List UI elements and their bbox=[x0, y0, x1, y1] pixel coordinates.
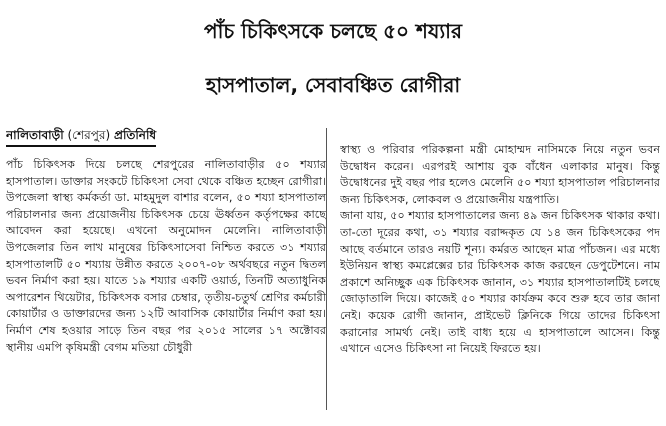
headline-line-2: হাসপাতাল, সেবাবঞ্চিত রোগীরা bbox=[205, 73, 461, 97]
article-headline bbox=[0, 4, 666, 112]
byline-role: প্রতিনিধি bbox=[113, 128, 157, 142]
right-paragraph-2: জানা যায়, ৫০ শয্যার হাসপাতালের জন্য ৪৯ জন চিকিৎসক থাকার কথা। তা-তো দূরের কথা, ৩১ শয্যার বরাদ্দকৃত যে ১৪ জন চিকিৎসকের পদ আছে বর্তমানে তারও নয়টি শূন্য। কর্মরত আছেন মাত্র পাঁচজন। এর মধ্যে ইউনিয়ন স্বাস্থ্য কমপ্লেক্সের চার চিকিৎসক কাজ করছেন ডেপুটেশনে। নাম প্রকাশে অনিচ্ছুক এক চিকিৎসক জানান, ৩১ শয্যার হাসপাতালটিই চলছে জোড়াতালি দিয়ে। কাজেই ৫০ শয্যার কার্যক্রম কবে শুরু হবে তার জানা নেই। কয়েক রোগী জানান, প্রাইভেট ক্লিনিকে গিয়ে তাদের চিকিৎসা করানোর সামর্থ্য নেই। তাই বাধ্য হয়ে এ হাসপাতালে আসেন। কিন্তু এখানে এসেও চিকিৎসা না নিয়েই ফিরতে হয়। bbox=[340, 209, 660, 356]
left-column bbox=[6, 126, 326, 410]
column-divider bbox=[326, 128, 327, 410]
article-body bbox=[6, 126, 660, 410]
left-paragraph-1: পাঁচ চিকিৎসক দিয়ে চলছে শেরপুরের নালিতাবাড়ীর ৫০ শয্যার হাসপাতাল। ডাক্তার সংকটে চিকিৎসা সেবা থেকে বঞ্চিত হচ্ছেন রোগীরা। উপজেলা স্বাস্থ্য কর্মকর্তা ডা. মাহমুদুল বাশার বলেন, ৫০ শয্যা হাসপাতাল পরিচালনার জন্য প্রয়োজনীয় চিকিৎসক চেয়ে ঊর্ধ্বতন কর্তৃপক্ষের কাছে আবেদন করা হয়েছে। এখনো অনুমোদন মেলেনি। নালিতাবাড়ী উপজেলার তিন লাখ মানুষের চিকিৎসাসেবা নিশ্চিত করতে ৩১ শয্যার হাসপাতালটি ৫০ শয্যায় উন্নীত করতে ২০০৭-০৮ অর্থবছরে নতুন দ্বিতল ভবন নির্মাণ করা হয়। যাতে ১৯ শয্যার একটি ওয়ার্ড, তিনটি অত্যাধুনিক অপারেশন থিয়েটার, চিকিৎসক বসার চেম্বার, তৃতীয়-চতুর্থ শ্রেণির কর্মচারী কোয়ার্টার ও ডাক্তারদের জন্য ১২টি আবাসিক কোয়ার্টার নির্মাণ করা হয়। নির্মাণ শেষ হওয়ার সাড়ে তিন বছর পর ২০১৫ সালের ১৭ অক্টোবর স্থানীয় এমপি কৃষিমন্ত্রী বেগম মতিয়া চৌধুরী bbox=[6, 158, 326, 354]
byline-district: (শেরপুর) bbox=[63, 128, 114, 142]
right-paragraph-1: স্বাস্থ্য ও পরিবার পরিকল্পনা মন্ত্রী মোহাম্মদ নাসিমকে নিয়ে নতুন ভবন উদ্বোধন করেন। এরপরই আশায় বুক বাঁধেন এলাকার মানুষ। কিন্তু উদ্বোধনের দুই বছর পার হলেও মেলেনি ৫০ শয্যা হাসপাতাল পরিচালনার জন্য চিকিৎসক, লোকবল ও প্রয়োজনীয় যন্ত্রপাতি। bbox=[340, 143, 660, 206]
byline bbox=[6, 126, 156, 147]
headline-line-1: পাঁচ চিকিৎসকে চলছে ৫০ শয্যার bbox=[204, 19, 462, 43]
right-column bbox=[340, 142, 660, 426]
byline-place: নালিতাবাড়ী bbox=[6, 128, 64, 142]
